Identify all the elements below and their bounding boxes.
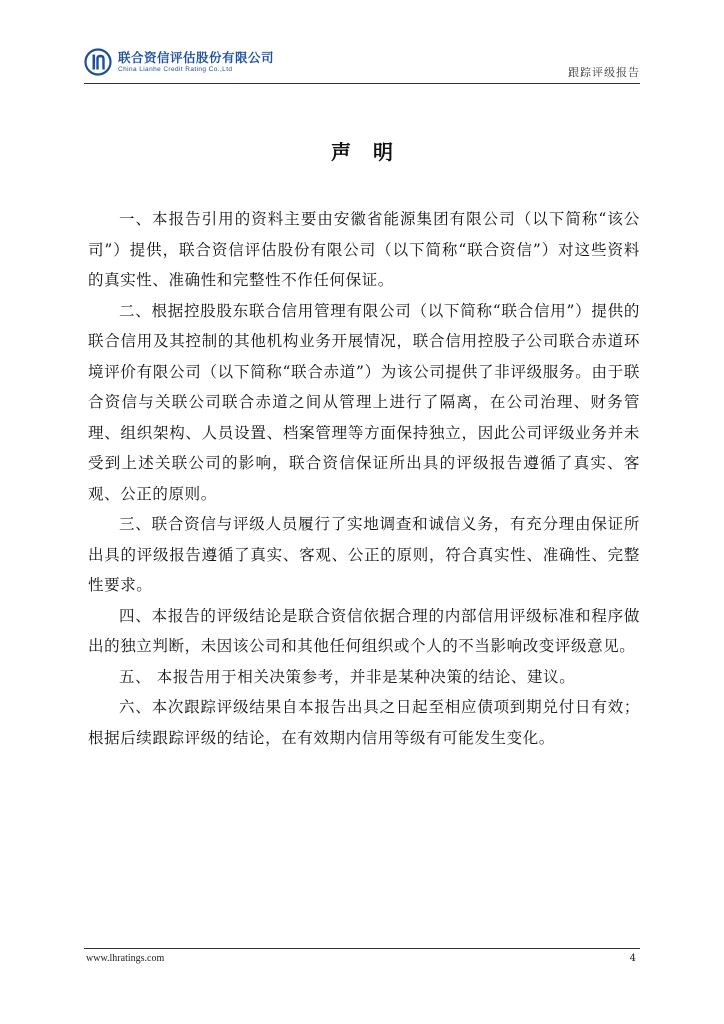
statement-paragraph-5: 五、 本报告用于相关决策参考，并非是某种决策的结论、建议。	[119, 667, 576, 686]
company-name-en: China Lianhe Credit Rating Co.,Ltd	[118, 66, 233, 73]
statement-paragraph-3: 三、联合资信与评级人员履行了实地调查和诚信义务，有充分理由保证所出具的评级报告遵循了真实、客观、公正的原则，符合真实性、准确性、完整性要求。	[88, 515, 640, 594]
company-name-cn: 联合资信评估股份有限公司	[118, 50, 275, 65]
statement-paragraph-1: 一、本报告引用的资料主要由安徽省能源集团有限公司（以下简称“该公司”）提供，联合资信评估股份有限公司（以下简称“联合资信”）对这些资料的真实性、准确性和完整性不作任何保证。	[88, 210, 640, 289]
header-divider	[84, 83, 640, 84]
page-header	[84, 44, 640, 84]
statement-body	[88, 204, 640, 753]
company-logo-icon	[84, 48, 112, 76]
page-title: 声明	[331, 140, 415, 164]
document-type: 跟踪评级报告	[568, 66, 640, 79]
footer-divider	[84, 948, 640, 949]
page-number: 4	[629, 953, 636, 964]
footer-website: www.lhratings.com	[86, 953, 165, 964]
statement-paragraph-2: 二、根据控股股东联合信用管理有限公司（以下简称“联合信用”）提供的联合信用及其控制的其他机构业务开展情况，联合信用控股子公司联合赤道环境评价有限公司（以下简称“联合赤道”）为该公司提供了非评级服务。由于联合资信与关联公司联合赤道之间从管理上进行了隔离，在公司治理、财务管理、组织架构、人员设置、档案管理等方面保持独立，因此公司评级业务并未受到上述关联公司的影响，联合资信保证所出具的评级报告遵循了真实、客观、公正的原则。	[88, 301, 640, 503]
statement-paragraph-6: 六、本次跟踪评级结果自本报告出具之日起至相应债项到期兑付日有效；根据后续跟踪评级的结论，在有效期内信用等级有可能发生变化。	[88, 698, 640, 747]
statement-paragraph-4: 四、本报告的评级结论是联合资信依据合理的内部信用评级标准和程序做出的独立判断，未因该公司和其他任何组织或个人的不当影响改变评级意见。	[88, 606, 640, 655]
